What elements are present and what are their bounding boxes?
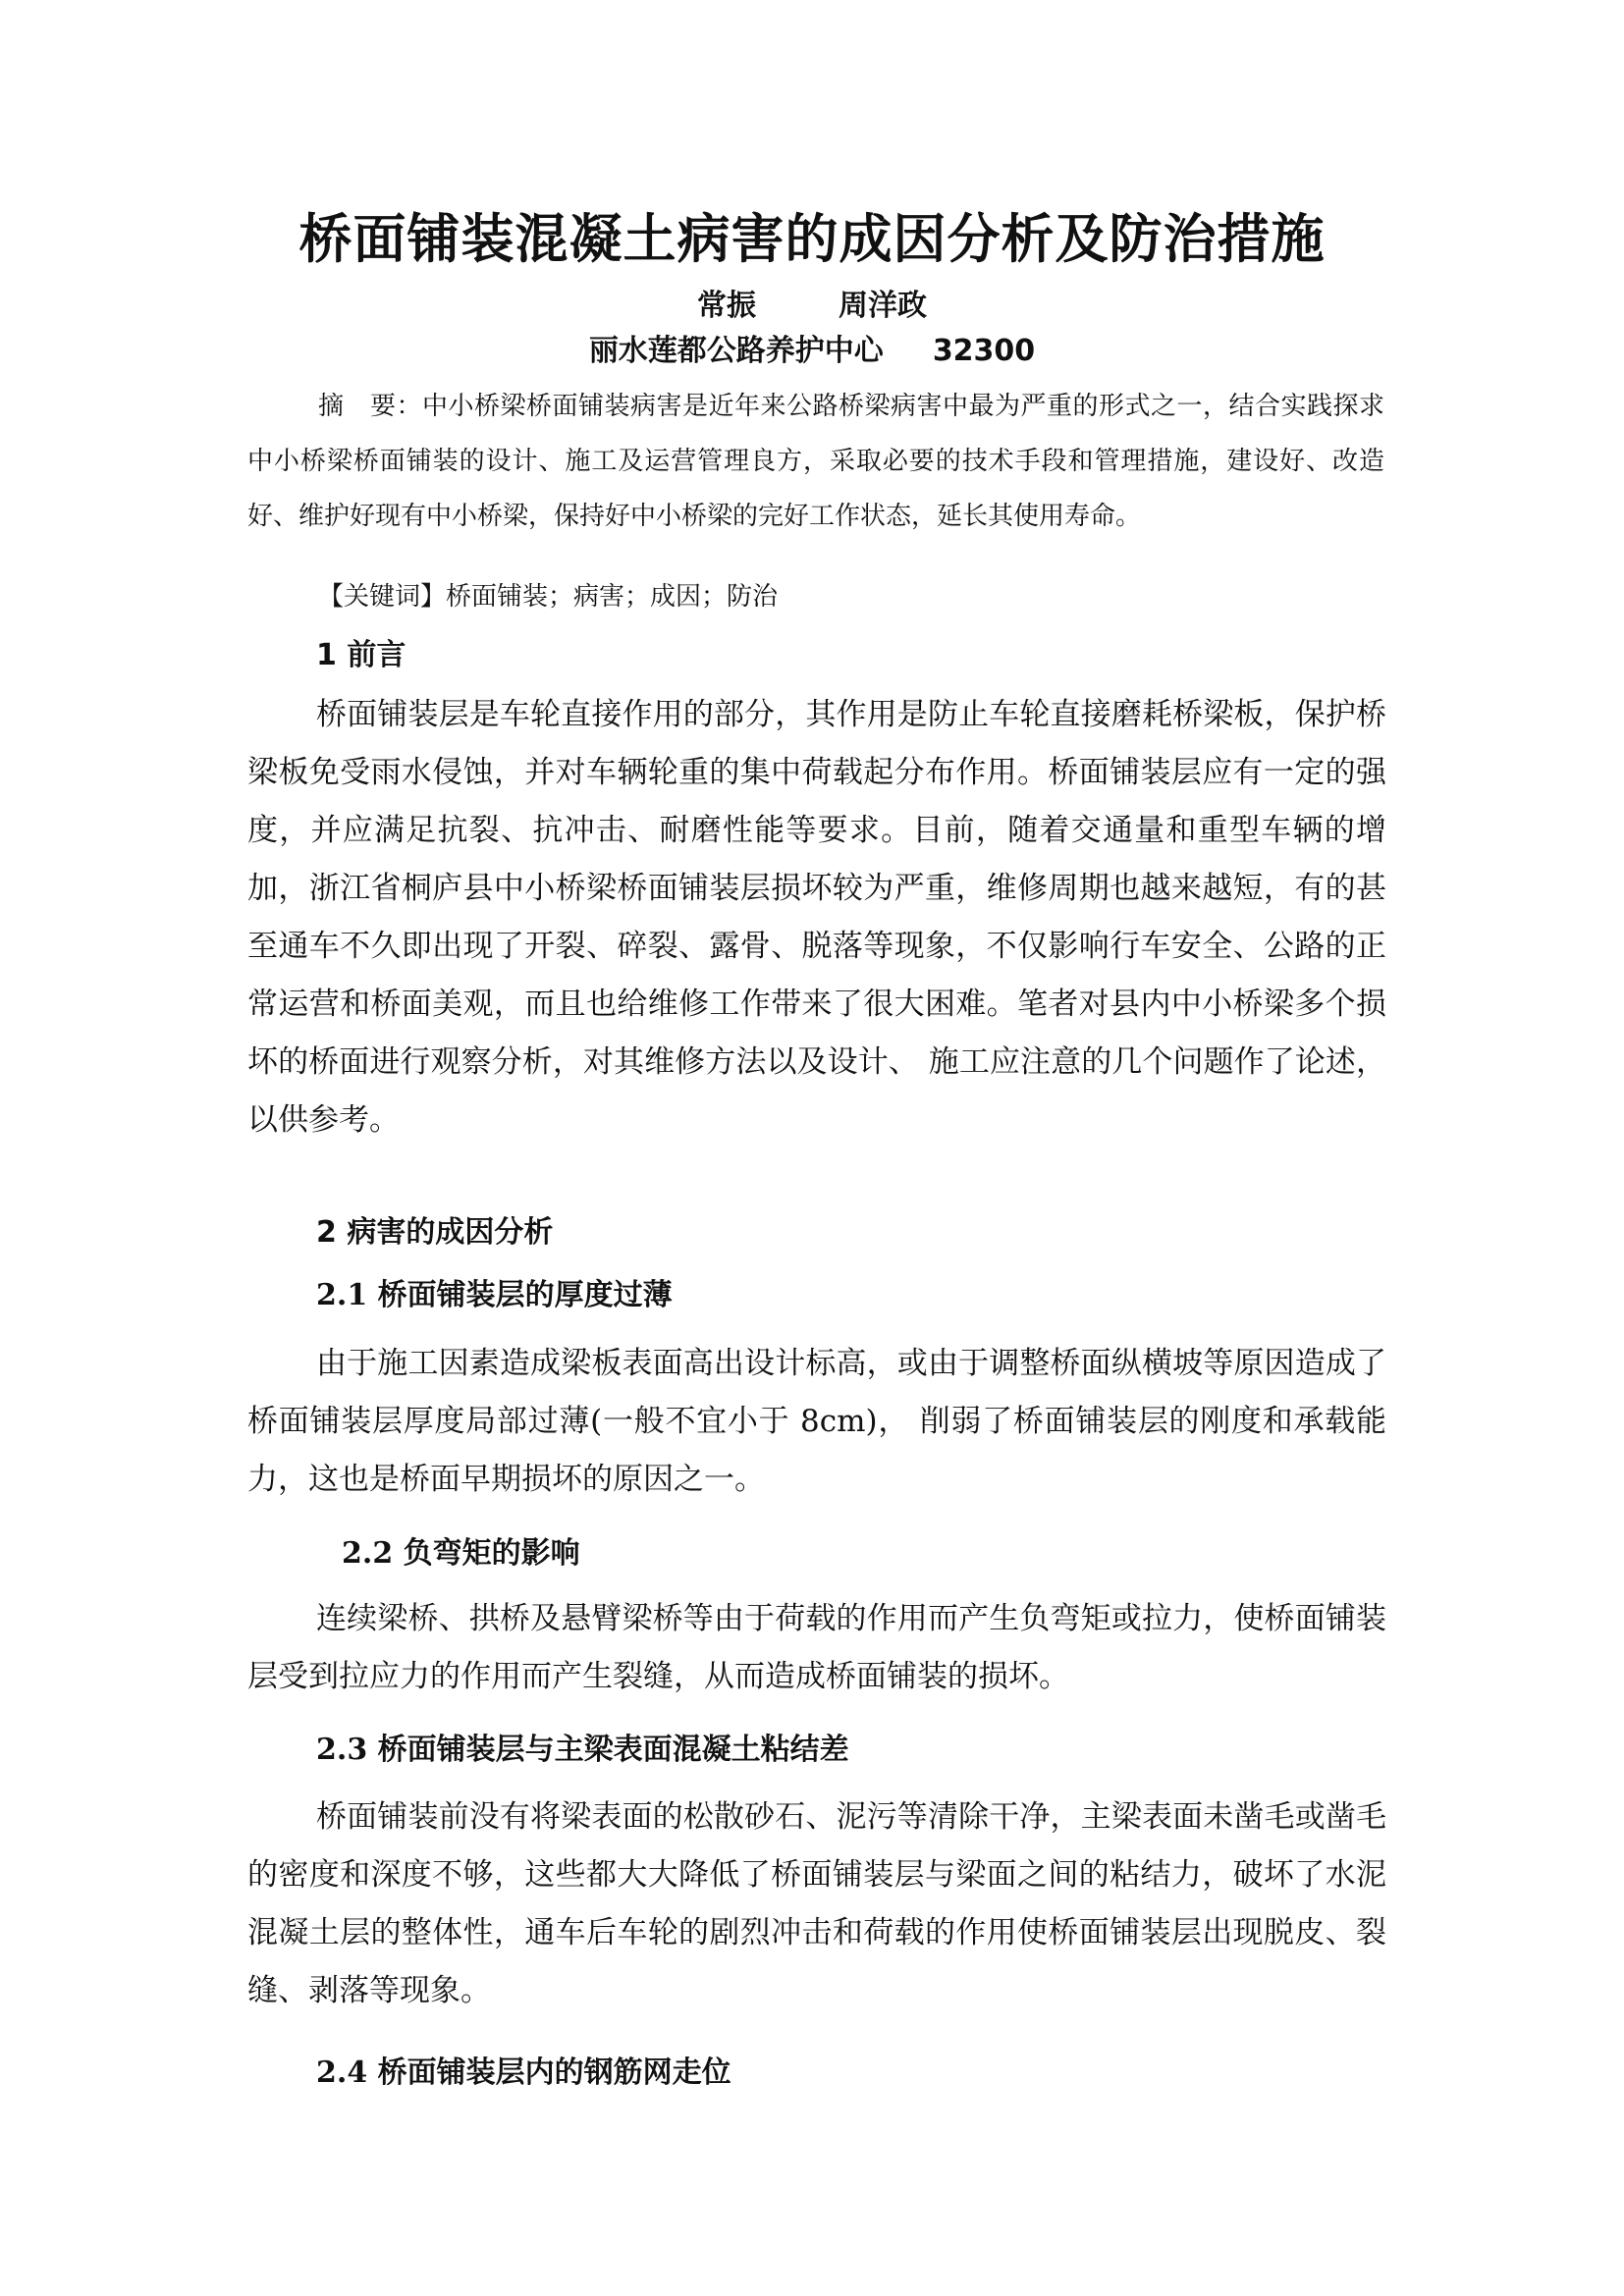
- author-line: [0, 285, 1624, 328]
- affiliation-name: 丽水莲都公路养护中心: [588, 334, 884, 368]
- body-paragraph: 由于施工因素造成梁板表面高出设计标高，或由于调整桥面纵横坡等原因造成了桥面铺装层厚度局部过薄(一般不宜小于 8cm)， 削弱了桥面铺装层的刚度和承载能力，这也是桥面早期损坏的原因之一。: [247, 1346, 1386, 1497]
- subsection-heading: 2.3 桥面铺装层与主梁表面混凝土粘结差: [316, 1733, 849, 1767]
- section-heading: 2 病害的成因分析: [316, 1215, 554, 1250]
- author-name: 周洋政: [839, 289, 927, 323]
- affiliation-postcode: 32300: [932, 334, 1036, 368]
- keywords: 【关键词】桥面铺装；病害；成因；防治: [318, 582, 779, 612]
- body-paragraph: 桥面铺装前没有将梁表面的松散砂石、泥污等清除干净，主梁表面未凿毛或凿毛的密度和深度不够，这些都大大降低了桥面铺装层与梁面之间的粘结力，破坏了水泥混凝土层的整体性，通车后车轮的剧烈冲击和荷载的作用使桥面铺装层出现脱皮、裂缝、剥落等现象。: [247, 1799, 1386, 2008]
- paper-title: 桥面铺装混凝土病害的成因分析及防治措施: [298, 208, 1326, 270]
- abstract: 摘 要：中小桥梁桥面铺装病害是近年来公路桥梁病害中最为严重的形式之一，结合实践探求中小桥梁桥面铺装的设计、施工及运营管理良方，采取必要的技术手段和管理措施，建设好、改造好、维护好现有中小桥梁，保持好中小桥梁的完好工作状态，延长其使用寿命。: [247, 392, 1384, 531]
- author-name: 常振: [697, 289, 756, 323]
- subsection-heading: 2.4 桥面铺装层内的钢筋网走位: [316, 2056, 731, 2090]
- subsection-heading: 2.2 负弯矩的影响: [342, 1536, 580, 1571]
- subsection-heading: 2.1 桥面铺装层的厚度过薄: [316, 1278, 673, 1312]
- body-paragraph: 连续梁桥、拱桥及悬臂梁桥等由于荷载的作用而产生负弯矩或拉力，使桥面铺装层受到拉应力的作用而产生裂缝，从而造成桥面铺装的损坏。: [247, 1601, 1386, 1694]
- section-heading: 1 前言: [316, 638, 406, 672]
- affiliation-line: [0, 330, 1624, 373]
- body-paragraph: 桥面铺装层是车轮直接作用的部分，其作用是防止车轮直接磨耗桥梁板，保护桥梁板免受雨水侵蚀，并对车辆轮重的集中荷载起分布作用。桥面铺装层应有一定的强度，并应满足抗裂、抗冲击、耐磨性能等要求。目前，随着交通量和重型车辆的增加，浙江省桐庐县中小桥梁桥面铺装层损坏较为严重，维修周期也越来越短，有的甚至通车不久即出现了开裂、碎裂、露骨、脱落等现象，不仅影响行车安全、公路的正常运营和桥面美观，而且也给维修工作带来了很大困难。笔者对县内中小桥梁多个损坏的桥面进行观察分析，对其维修方法以及设计、 施工应注意的几个问题作了论述，以供参考。: [247, 697, 1386, 1138]
